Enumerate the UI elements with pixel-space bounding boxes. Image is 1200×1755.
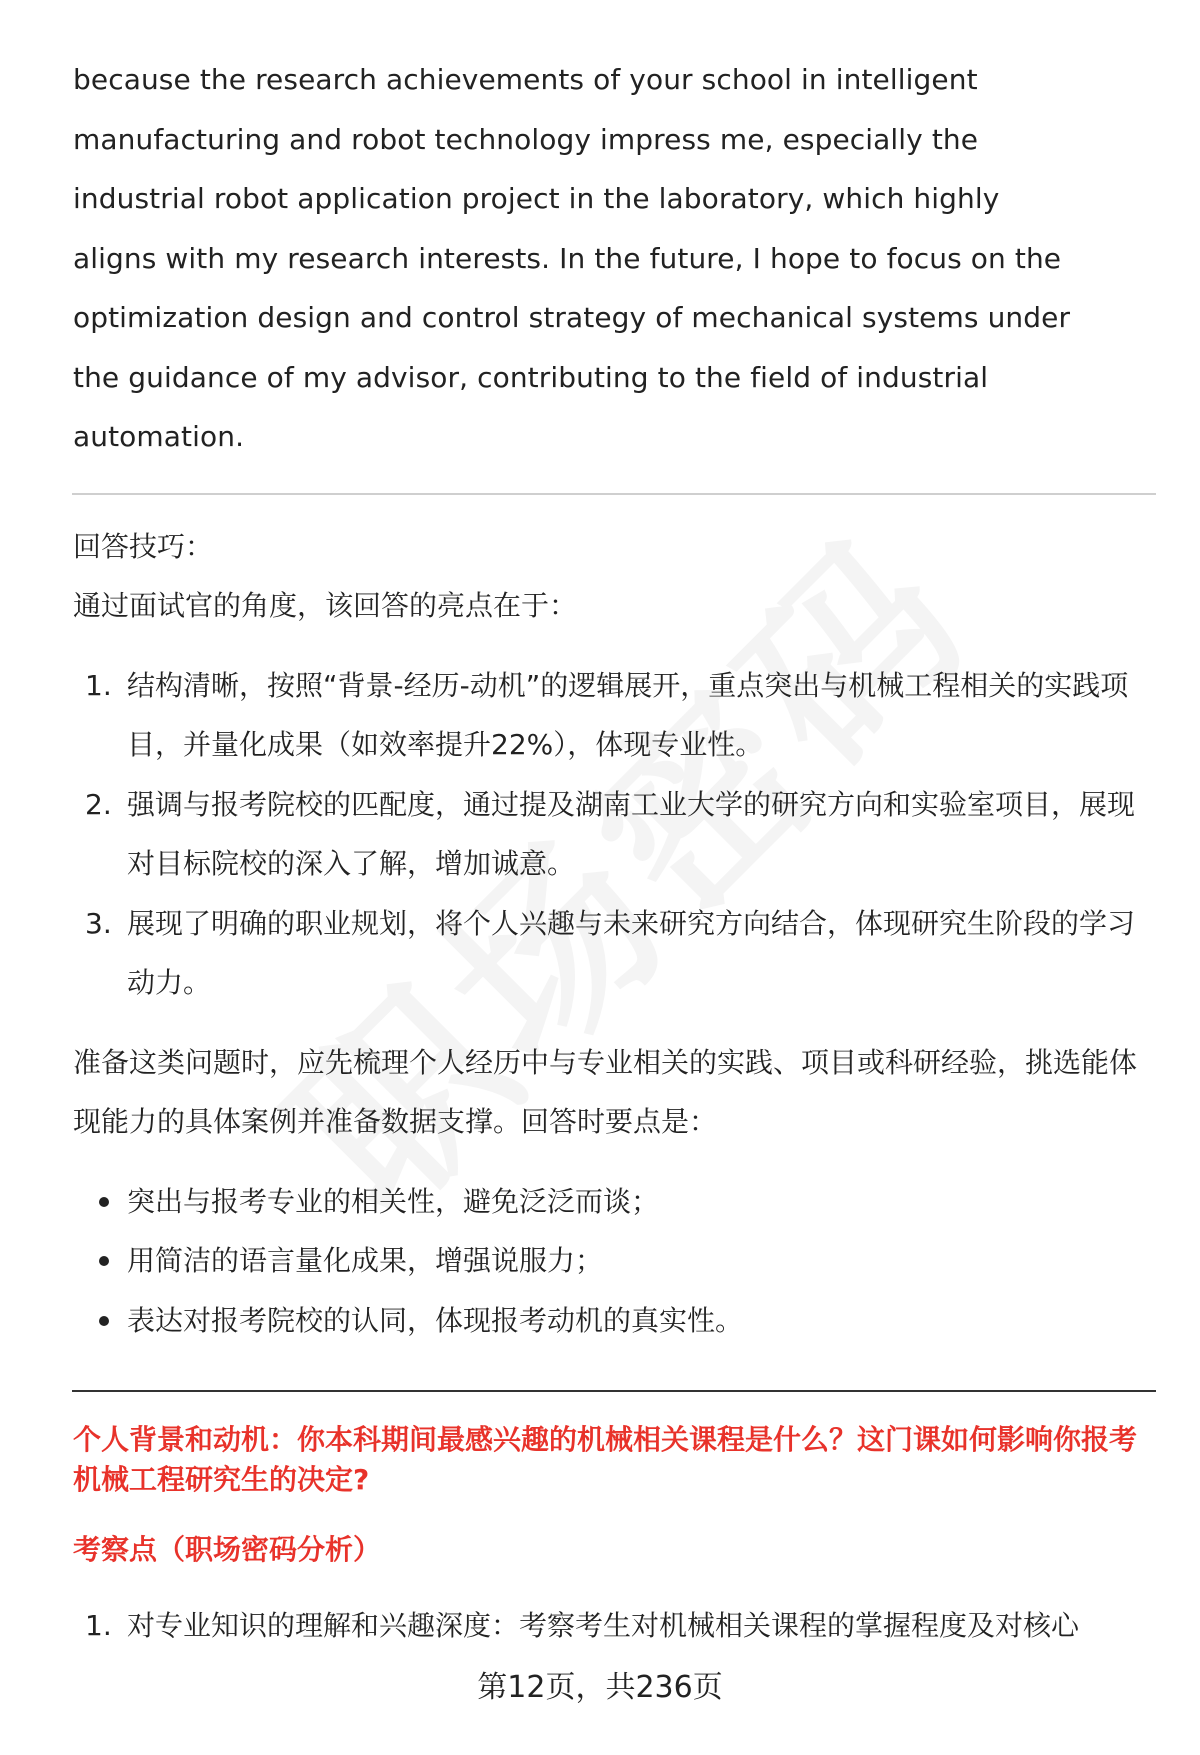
bullet-text: 突出与报考专业的相关性，避免泛泛而谈； — [127, 1184, 660, 1218]
list-item — [73, 1596, 1157, 1656]
bullet-text: 表达对报考院校的认同，体现报考动机的真实性。 — [127, 1303, 744, 1337]
bullet-item — [73, 1172, 1157, 1232]
next-question-heading: 个人背景和动机：你本科期间最感兴趣的机械相关课程是什么？这门课如何影响你报考机械工程研究生的决定? — [73, 1423, 1138, 1496]
bullet-dot — [99, 1316, 109, 1326]
bullet-text: 用简洁的语言量化成果，增强说服力； — [127, 1244, 604, 1277]
list-item — [73, 894, 1157, 1013]
list-item — [73, 656, 1157, 775]
analysis-points-list — [73, 1596, 1157, 1656]
document-page — [73, 50, 1157, 1656]
tips-title: 回答技巧： — [73, 529, 214, 563]
bullet-dot — [99, 1197, 109, 1207]
intro-paragraph: because the research achievements of your school in intelligent manufacturing and robot technology impress me, especially the industrial robot application project in the laboratory, which highly aligns with my research interests. In the future, I hope to focus on the optimization design and control strategy of mechanical systems under the guidance of my advisor, contributing to the field of industrial automation. — [73, 63, 1071, 453]
list-item-text: 强调与报考院校的匹配度，通过提及湖南工业大学的研究方向和实验室项目，展现对目标院校的深入了解，增加诚意。 — [127, 787, 1136, 880]
tips-points-list — [73, 656, 1157, 1013]
list-item-text: 展现了明确的职业规划，将个人兴趣与未来研究方向结合，体现研究生阶段的学习动力。 — [127, 906, 1136, 999]
tips-bullets-list — [73, 1172, 1157, 1351]
list-number: 3. — [85, 906, 112, 940]
tips-lead: 通过面试官的角度，该回答的亮点在于： — [73, 589, 578, 622]
list-number: 1. — [85, 668, 112, 702]
bullet-dot — [99, 1256, 109, 1266]
prep-paragraph: 准备这类问题时，应先梳理个人经历中与专业相关的实践、项目或科研经验，挑选能体现能力的具体案例并准备数据支撑。回答时要点是： — [73, 1045, 1138, 1138]
page-footer: 第12页，共236页 — [477, 1670, 723, 1705]
list-item — [73, 775, 1157, 894]
bullet-item — [73, 1291, 1157, 1351]
list-number: 1. — [85, 1609, 112, 1642]
list-item-text: 结构清晰，按照“背景-经历-动机”的逻辑展开，重点突出与机械工程相关的实践项目，并量化成果（如效率提升22%），体现专业性。 — [127, 668, 1129, 761]
bullet-item — [73, 1231, 1157, 1291]
analysis-subheading: 考察点（职场密码分析） — [73, 1533, 382, 1566]
list-item-text: 对专业知识的理解和兴趣深度：考察考生对机械相关课程的掌握程度及对核心 — [127, 1609, 1080, 1642]
list-number: 2. — [85, 787, 112, 821]
